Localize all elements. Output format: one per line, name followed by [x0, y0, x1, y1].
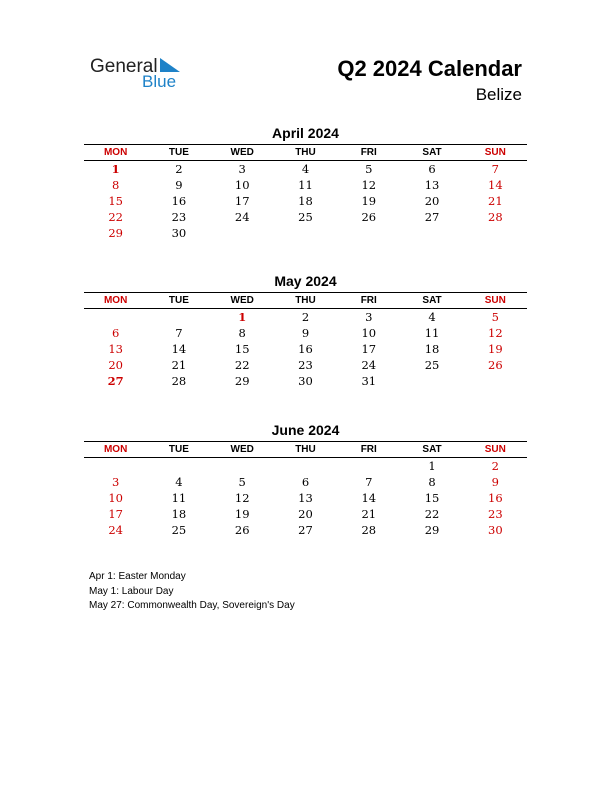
day-cell: 28	[488, 210, 503, 224]
day-cell: 22	[424, 507, 440, 521]
week-row	[84, 458, 527, 474]
weekday-header: SUN	[484, 295, 506, 306]
day-cell: 1	[238, 310, 247, 324]
day-cell: 23	[298, 358, 313, 372]
day-cell: 1	[428, 459, 436, 473]
weekday-header: THU	[295, 295, 316, 306]
day-cell: 16	[488, 491, 503, 505]
day-cell: 4	[301, 162, 310, 176]
day-cell: 8	[238, 326, 246, 340]
week-row	[84, 161, 527, 177]
month-may	[84, 272, 527, 389]
day-cell: 18	[424, 342, 440, 356]
day-cell: 2	[491, 459, 499, 473]
weekday-header: SAT	[422, 295, 442, 306]
day-cell: 20	[298, 507, 313, 521]
day-cell: 31	[361, 374, 377, 388]
day-cell	[337, 225, 400, 241]
day-cell: 26	[488, 358, 503, 372]
day-cell	[211, 458, 274, 474]
day-cell: 6	[111, 326, 120, 340]
day-cell	[400, 373, 463, 389]
day-cell: 5	[491, 310, 499, 324]
week-row	[84, 373, 527, 389]
day-cell: 28	[171, 374, 187, 388]
day-cell: 30	[488, 523, 503, 537]
day-cell: 7	[365, 475, 373, 489]
month-title: April 2024	[272, 125, 339, 141]
day-cell	[84, 458, 147, 474]
day-cell: 29	[234, 374, 250, 388]
day-cell: 27	[424, 210, 440, 224]
weekday-header: MON	[103, 444, 128, 455]
day-cell: 5	[365, 162, 373, 176]
day-cell: 21	[488, 194, 503, 208]
day-cell	[337, 458, 400, 474]
day-cell: 18	[298, 194, 313, 208]
day-cell: 6	[428, 162, 436, 176]
day-cell: 15	[234, 342, 250, 356]
day-cell: 10	[361, 326, 377, 340]
week-row	[84, 225, 527, 241]
day-cell: 21	[361, 507, 377, 521]
day-cell: 4	[175, 475, 183, 489]
week-row	[84, 341, 527, 357]
month-april	[84, 124, 527, 241]
week-row	[84, 474, 527, 490]
day-cell	[400, 225, 463, 241]
day-cell: 14	[171, 342, 187, 356]
day-cell: 24	[361, 358, 377, 372]
holiday-item: May 27: Commonwealth Day, Sovereign's Day	[89, 600, 295, 611]
day-cell: 9	[491, 475, 499, 489]
day-cell: 19	[488, 342, 503, 356]
day-cell: 23	[171, 210, 187, 224]
day-cell: 10	[108, 491, 123, 505]
weekday-header-row	[84, 292, 527, 309]
week-row	[84, 209, 527, 225]
weekday-header: TUE	[168, 295, 189, 306]
weekday-header: TUE	[168, 147, 189, 158]
day-cell: 7	[175, 326, 183, 340]
day-cell	[211, 225, 274, 241]
weekday-header: TUE	[168, 444, 189, 455]
day-cell: 3	[365, 310, 373, 324]
day-cell: 12	[488, 326, 503, 340]
day-cell: 4	[428, 310, 436, 324]
day-cell: 11	[171, 491, 187, 505]
day-cell: 22	[108, 210, 123, 224]
day-cell: 16	[171, 194, 187, 208]
page-title: Q2 2024 Calendar	[337, 56, 522, 81]
week-row	[84, 490, 527, 506]
day-cell: 24	[234, 210, 250, 224]
weekday-header: MON	[103, 295, 128, 306]
day-cell: 30	[298, 374, 313, 388]
day-cell: 25	[298, 210, 313, 224]
day-cell: 8	[428, 475, 436, 489]
day-cell: 13	[424, 178, 440, 192]
day-cell: 15	[108, 194, 123, 208]
holiday-list	[89, 570, 295, 614]
day-cell: 16	[298, 342, 313, 356]
day-cell: 17	[108, 507, 123, 521]
weekday-header: FRI	[360, 444, 377, 455]
day-cell: 10	[234, 178, 250, 192]
weekday-header-row	[84, 144, 527, 161]
day-cell: 17	[234, 194, 250, 208]
day-cell: 27	[107, 374, 124, 388]
day-cell: 20	[424, 194, 440, 208]
day-cell: 22	[234, 358, 250, 372]
day-cell: 13	[298, 491, 313, 505]
day-cell: 24	[108, 523, 123, 537]
day-cell: 11	[298, 178, 313, 192]
weekday-header: SUN	[484, 147, 506, 158]
day-cell: 1	[111, 162, 120, 176]
day-cell	[274, 225, 337, 241]
day-cell: 18	[171, 507, 187, 521]
logo-general-text: General	[90, 56, 158, 77]
day-cell: 2	[175, 162, 183, 176]
day-cell: 21	[171, 358, 187, 372]
day-cell: 25	[424, 358, 440, 372]
weekday-header: THU	[295, 147, 316, 158]
weekday-header: MON	[103, 147, 128, 158]
day-cell: 13	[108, 342, 123, 356]
day-cell	[84, 309, 147, 325]
weekday-header: SAT	[422, 444, 442, 455]
day-cell: 5	[238, 475, 246, 489]
day-cell: 12	[361, 178, 377, 192]
day-cell: 20	[108, 358, 123, 372]
day-cell	[274, 458, 337, 474]
day-cell	[147, 309, 210, 325]
month-title: June 2024	[271, 422, 340, 438]
week-row	[84, 522, 527, 538]
day-cell: 19	[234, 507, 250, 521]
weekday-header: SUN	[484, 444, 506, 455]
holiday-item: Apr 1: Easter Monday	[89, 571, 186, 582]
country-name: Belize	[475, 85, 522, 104]
weekday-header: FRI	[360, 295, 377, 306]
day-cell: 23	[488, 507, 503, 521]
day-cell: 14	[361, 491, 377, 505]
day-cell: 7	[491, 162, 499, 176]
day-cell: 8	[111, 178, 120, 192]
month-title: May 2024	[274, 273, 337, 289]
day-cell: 2	[301, 310, 310, 324]
day-cell	[464, 225, 527, 241]
day-cell: 9	[175, 178, 183, 192]
weekday-header: WED	[230, 444, 254, 455]
week-row	[84, 177, 527, 193]
day-cell: 25	[171, 523, 187, 537]
weekday-header: THU	[295, 444, 316, 455]
weekday-header-row	[84, 441, 527, 458]
day-cell: 26	[361, 210, 377, 224]
logo-blue-text: Blue	[142, 72, 177, 91]
day-cell: 11	[424, 326, 440, 340]
day-cell: 3	[111, 475, 120, 489]
day-cell: 14	[488, 178, 503, 192]
week-row	[84, 309, 527, 325]
weekday-header: WED	[230, 295, 254, 306]
weekday-header: FRI	[360, 147, 377, 158]
day-cell: 30	[171, 226, 187, 240]
week-row	[84, 325, 527, 341]
day-cell	[464, 373, 527, 389]
day-cell: 28	[361, 523, 377, 537]
day-cell: 12	[234, 491, 250, 505]
month-june	[84, 421, 527, 538]
weekday-header: WED	[230, 147, 254, 158]
day-cell: 6	[301, 475, 310, 489]
day-cell: 27	[298, 523, 313, 537]
day-cell: 26	[234, 523, 250, 537]
day-cell: 3	[238, 162, 246, 176]
week-row	[84, 506, 527, 522]
logo	[90, 56, 190, 96]
holiday-item: May 1: Labour Day	[89, 585, 174, 597]
day-cell: 15	[424, 491, 440, 505]
day-cell: 29	[108, 226, 123, 240]
day-cell: 9	[301, 326, 310, 340]
day-cell: 19	[361, 194, 377, 208]
day-cell	[147, 458, 210, 474]
week-row	[84, 193, 527, 209]
week-row	[84, 357, 527, 373]
day-cell: 17	[361, 342, 377, 356]
day-cell: 29	[424, 523, 440, 537]
weekday-header: SAT	[422, 147, 442, 158]
